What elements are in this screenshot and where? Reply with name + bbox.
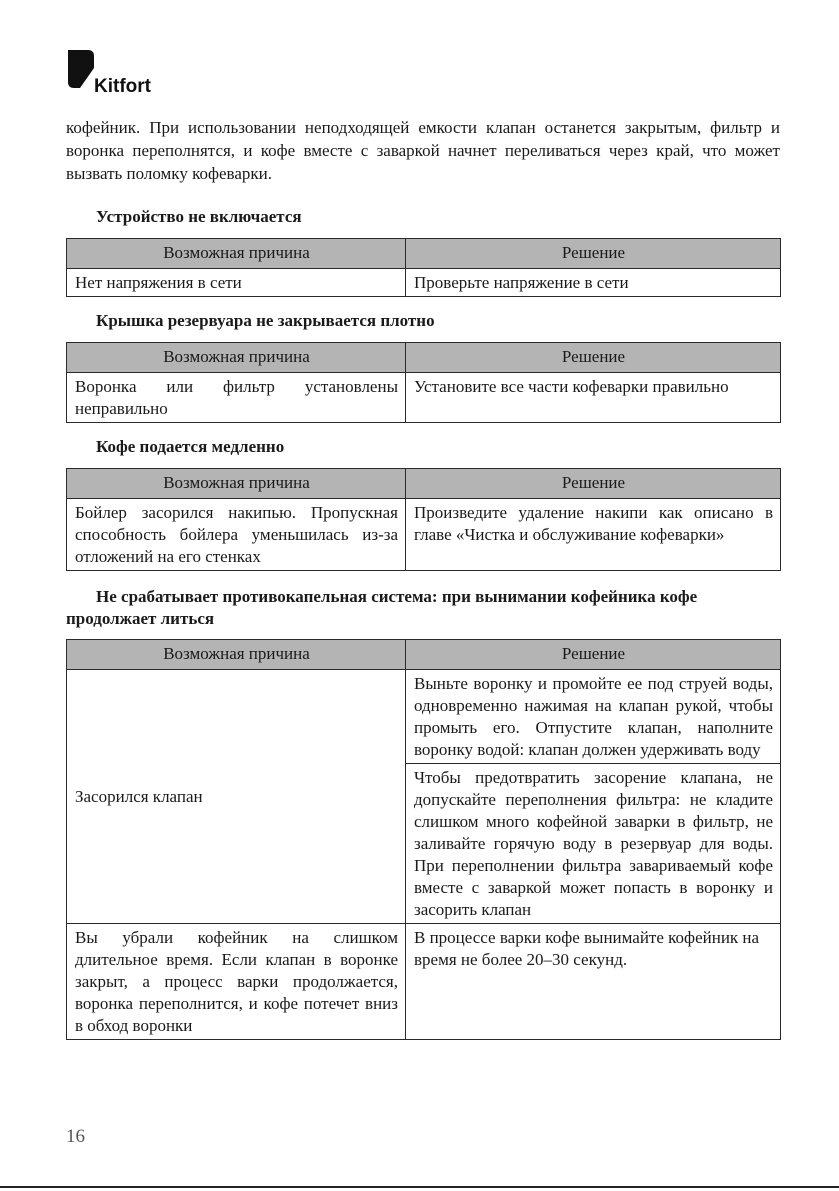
brand-logo <box>66 48 186 98</box>
table-header-row <box>67 239 781 269</box>
section-heading: Крышка резервуара не закрывается плотно <box>96 311 435 330</box>
cause-cell: Засорился клапан <box>67 670 406 924</box>
cause-cell: Нет напряжения в сети <box>67 269 406 297</box>
header-cause: Возможная причина <box>67 640 406 670</box>
table-row <box>67 924 781 1040</box>
cause-cell: Бойлер засорился накипью. Пропускная способность бойлера уменьшилась из-за отложений на его стенках <box>67 499 406 571</box>
bottom-divider <box>0 1186 839 1188</box>
solution-cell: В процессе варки кофе вынимайте кофейник на время не более 20–30 секунд. <box>406 924 781 1040</box>
header-solution: Решение <box>406 469 781 499</box>
header-solution: Решение <box>406 239 781 269</box>
troubleshooting-table <box>66 342 781 423</box>
page-number: 16 <box>66 1126 85 1147</box>
table-row <box>67 373 781 423</box>
table-header-row <box>67 343 781 373</box>
table-row <box>67 670 781 764</box>
header-cause: Возможная причина <box>67 469 406 499</box>
header-cause: Возможная причина <box>67 343 406 373</box>
solution-cell: Произведите удаление накипи как описано в главе «Чистка и обслуживание кофеварки» <box>406 499 781 571</box>
brand-name: Kitfort <box>94 76 151 97</box>
cause-cell: Воронка или фильтр установлены неправильно <box>67 373 406 423</box>
table-header-row <box>67 469 781 499</box>
table-row <box>67 269 781 297</box>
troubleshooting-table <box>66 468 781 571</box>
page-content <box>66 116 780 1040</box>
header-solution: Решение <box>406 343 781 373</box>
table-header-row <box>67 640 781 670</box>
intro-paragraph: кофейник. При использовании неподходящей емкости клапан останется закрытым, фильтр и воронка переполнятся, и кофе вместе с заваркой начнет переливаться через край, что может вызвать поломку кофеварки. <box>66 118 780 183</box>
solution-cell: Чтобы предотвратить засорение клапана, не допускайте переполнения фильтра: не кладите слишком много кофейной заварки в фильтр, не заливайте горячую воду в резервуар для воды. При переполнении фильтра завариваемый кофе вместе с заваркой может попасть в воронку и засорить клапан <box>406 764 781 924</box>
kitfort-logo-icon <box>66 48 96 90</box>
troubleshooting-table <box>66 639 781 1040</box>
section-heading: Кофе подается медленно <box>96 437 285 456</box>
cause-cell: Вы убрали кофейник на слишком длительное время. Если клапан в воронке закрыт, а процесс варки продолжается, воронка переполнится, и кофе потечет вниз в обход воронки <box>67 924 406 1040</box>
header-cause: Возможная причина <box>67 239 406 269</box>
table-row <box>67 499 781 571</box>
header-solution: Решение <box>406 640 781 670</box>
solution-cell: Проверьте напряжение в сети <box>406 269 781 297</box>
troubleshooting-table <box>66 238 781 297</box>
solution-cell: Установите все части кофеварки правильно <box>406 373 781 423</box>
section-heading: Не срабатывает противокапельная система: при вынимании кофейника кофе продолжает литься <box>66 587 698 628</box>
solution-cell: Выньте воронку и промойте ее под струей воды, одновременно нажимая на клапан рукой, чтобы промыть его. Отпустите клапан, наполните воронку водой: клапан должен удерживать воду <box>406 670 781 764</box>
section-heading: Устройство не включается <box>96 207 302 226</box>
